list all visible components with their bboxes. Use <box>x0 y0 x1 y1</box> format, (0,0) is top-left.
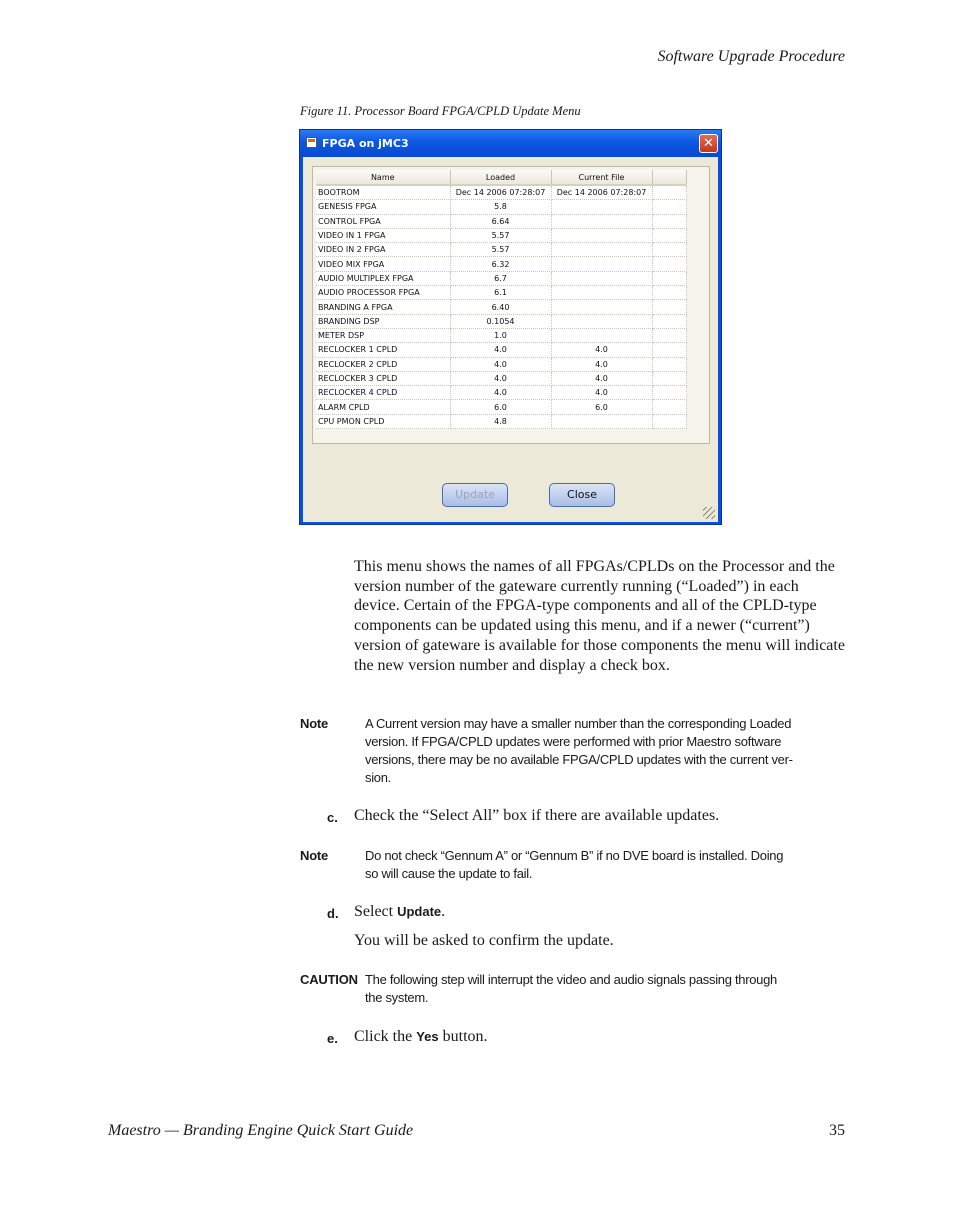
caution-text <box>365 971 825 1007</box>
cell-loaded: 5.57 <box>450 243 551 257</box>
table-row[interactable] <box>316 185 686 200</box>
note-text <box>365 715 825 787</box>
cell-name: BOOTROM <box>316 185 450 200</box>
cell-current-file: 4.0 <box>551 357 652 371</box>
table-row[interactable] <box>316 243 686 257</box>
cell-current-file: 6.0 <box>551 400 652 414</box>
column-header-current-file[interactable]: Current File <box>551 170 652 185</box>
table-row[interactable] <box>316 343 686 357</box>
step-prefix: Select <box>354 903 398 920</box>
cell-loaded: 4.8 <box>450 414 551 428</box>
cell-extra <box>652 386 686 400</box>
step-text: Check the “Select All” box if there are available updates. <box>354 807 720 824</box>
cell-name: GENESIS FPGA <box>316 200 450 214</box>
cell-name: ALARM CPLD <box>316 400 450 414</box>
cell-current-file <box>551 286 652 300</box>
cell-loaded: 6.7 <box>450 271 551 285</box>
cell-extra <box>652 300 686 314</box>
cell-current-file <box>551 414 652 428</box>
cell-current-file <box>551 328 652 342</box>
cell-current-file <box>551 228 652 242</box>
table-row[interactable] <box>316 200 686 214</box>
resize-grip-icon[interactable] <box>703 507 715 519</box>
cell-name: BRANDING A FPGA <box>316 300 450 314</box>
table-row[interactable] <box>316 214 686 228</box>
table-row[interactable] <box>316 400 686 414</box>
cell-name: CPU PMON CPLD <box>316 414 450 428</box>
cell-name: BRANDING DSP <box>316 314 450 328</box>
step-letter: d. <box>327 906 339 921</box>
dialog-titlebar[interactable] <box>300 130 721 157</box>
note-line: A Current version may have a smaller number than the corresponding Loaded <box>365 716 792 731</box>
table-row[interactable] <box>316 357 686 371</box>
dialog-title: FPGA on jMC3 <box>322 137 409 150</box>
cell-current-file <box>551 243 652 257</box>
table-row[interactable] <box>316 228 686 242</box>
dialog-client-area <box>303 157 718 522</box>
cell-loaded: 4.0 <box>450 386 551 400</box>
cell-current-file <box>551 200 652 214</box>
cell-extra <box>652 314 686 328</box>
note-line: so will cause the update to fail. <box>365 866 533 881</box>
table-row[interactable] <box>316 286 686 300</box>
note-line: version. If FPGA/CPLD updates were performed with prior Maestro software <box>365 734 782 749</box>
fpga-table <box>316 170 687 429</box>
table-row[interactable] <box>316 371 686 385</box>
cell-current-file: 4.0 <box>551 343 652 357</box>
page-number: 35 <box>829 1122 845 1139</box>
cell-current-file <box>551 300 652 314</box>
cell-loaded: Dec 14 2006 07:28:07 <box>450 185 551 200</box>
cell-extra <box>652 257 686 271</box>
step-letter: e. <box>327 1031 338 1046</box>
cell-extra <box>652 243 686 257</box>
cell-name: RECLOCKER 2 CPLD <box>316 357 450 371</box>
step-followup: You will be asked to confirm the update. <box>354 932 614 949</box>
caution-line: the system. <box>365 990 429 1005</box>
running-header: Software Upgrade Procedure <box>657 48 845 65</box>
cell-current-file: Dec 14 2006 07:28:07 <box>551 185 652 200</box>
note-line: versions, there may be no available FPGA/CPLD updates with the current ver- <box>365 752 793 767</box>
note-text <box>365 847 825 883</box>
note-line: sion. <box>365 770 391 785</box>
cell-extra <box>652 357 686 371</box>
caution-line: The following step will interrupt the video and audio signals passing through <box>365 972 777 987</box>
close-button[interactable]: Close <box>549 483 615 507</box>
cell-extra <box>652 414 686 428</box>
body-paragraph: This menu shows the names of all FPGAs/CPLDs on the Processor and the version number of the gateware currently running (“Loaded”) in each device. Certain of the FPGA-type components and all of the CPLD-type components can be updated using this menu, and if a newer (“current”) version of gateware is available for those components the menu will indicate the new version number and display a check box. <box>354 558 845 674</box>
cell-loaded: 6.64 <box>450 214 551 228</box>
cell-loaded: 4.0 <box>450 343 551 357</box>
note-label: Note <box>300 716 329 731</box>
cell-name: CONTROL FPGA <box>316 214 450 228</box>
cell-current-file: 4.0 <box>551 386 652 400</box>
cell-name: VIDEO IN 2 FPGA <box>316 243 450 257</box>
cell-extra <box>652 286 686 300</box>
cell-name: RECLOCKER 1 CPLD <box>316 343 450 357</box>
cell-extra <box>652 400 686 414</box>
cell-extra <box>652 343 686 357</box>
cell-loaded: 6.40 <box>450 300 551 314</box>
cell-current-file <box>551 257 652 271</box>
column-header-loaded[interactable]: Loaded <box>450 170 551 185</box>
step-prefix: Click the <box>354 1028 417 1045</box>
cell-extra <box>652 200 686 214</box>
step-text <box>354 903 445 921</box>
table-row[interactable] <box>316 257 686 271</box>
step-letter: c. <box>327 810 338 825</box>
cell-loaded: 1.0 <box>450 328 551 342</box>
table-row[interactable] <box>316 271 686 285</box>
cell-name: VIDEO IN 1 FPGA <box>316 228 450 242</box>
cell-loaded: 4.0 <box>450 357 551 371</box>
cell-extra <box>652 214 686 228</box>
cell-loaded: 5.8 <box>450 200 551 214</box>
column-header-extra <box>652 170 686 185</box>
cell-name: RECLOCKER 3 CPLD <box>316 371 450 385</box>
footer-guide-title: Maestro — Branding Engine Quick Start Guide <box>108 1122 414 1139</box>
step-suffix: . <box>441 903 446 920</box>
table-row[interactable] <box>316 386 686 400</box>
step-suffix: button. <box>438 1028 488 1045</box>
note-line: Do not check “Gennum A” or “Gennum B” if no DVE board is installed. Doing <box>365 848 784 863</box>
cell-extra <box>652 228 686 242</box>
table-row[interactable] <box>316 314 686 328</box>
cell-extra <box>652 371 686 385</box>
cell-loaded: 5.57 <box>450 228 551 242</box>
cell-current-file <box>551 214 652 228</box>
ui-term: Yes <box>416 1029 439 1044</box>
cell-loaded: 6.32 <box>450 257 551 271</box>
fpga-table-frame <box>312 166 710 444</box>
table-row[interactable] <box>316 300 686 314</box>
cell-loaded: 6.0 <box>450 400 551 414</box>
update-button[interactable]: Update <box>442 483 508 507</box>
cell-loaded: 4.0 <box>450 371 551 385</box>
cell-name: RECLOCKER 4 CPLD <box>316 386 450 400</box>
cell-loaded: 6.1 <box>450 286 551 300</box>
table-row[interactable] <box>316 414 686 428</box>
cell-current-file <box>551 271 652 285</box>
column-header-name[interactable]: Name <box>316 170 450 185</box>
cell-extra <box>652 328 686 342</box>
table-row[interactable] <box>316 328 686 342</box>
caution-label: CAUTION <box>300 972 358 987</box>
cell-name: AUDIO MULTIPLEX FPGA <box>316 271 450 285</box>
cell-current-file: 4.0 <box>551 371 652 385</box>
cell-extra <box>652 185 686 200</box>
ui-term: Update <box>397 904 442 919</box>
close-icon[interactable]: ✕ <box>699 134 718 153</box>
figure-caption: Figure 11. Processor Board FPGA/CPLD Update Menu <box>300 104 581 118</box>
fpga-update-dialog <box>299 129 722 525</box>
cell-loaded: 0.1054 <box>450 314 551 328</box>
cell-extra <box>652 271 686 285</box>
note-label: Note <box>300 848 329 863</box>
app-window-icon <box>306 137 317 148</box>
cell-name: AUDIO PROCESSOR FPGA <box>316 286 450 300</box>
table-header-row <box>316 170 686 185</box>
cell-name: VIDEO MIX FPGA <box>316 257 450 271</box>
cell-name: METER DSP <box>316 328 450 342</box>
cell-current-file <box>551 314 652 328</box>
step-text <box>354 1028 488 1046</box>
